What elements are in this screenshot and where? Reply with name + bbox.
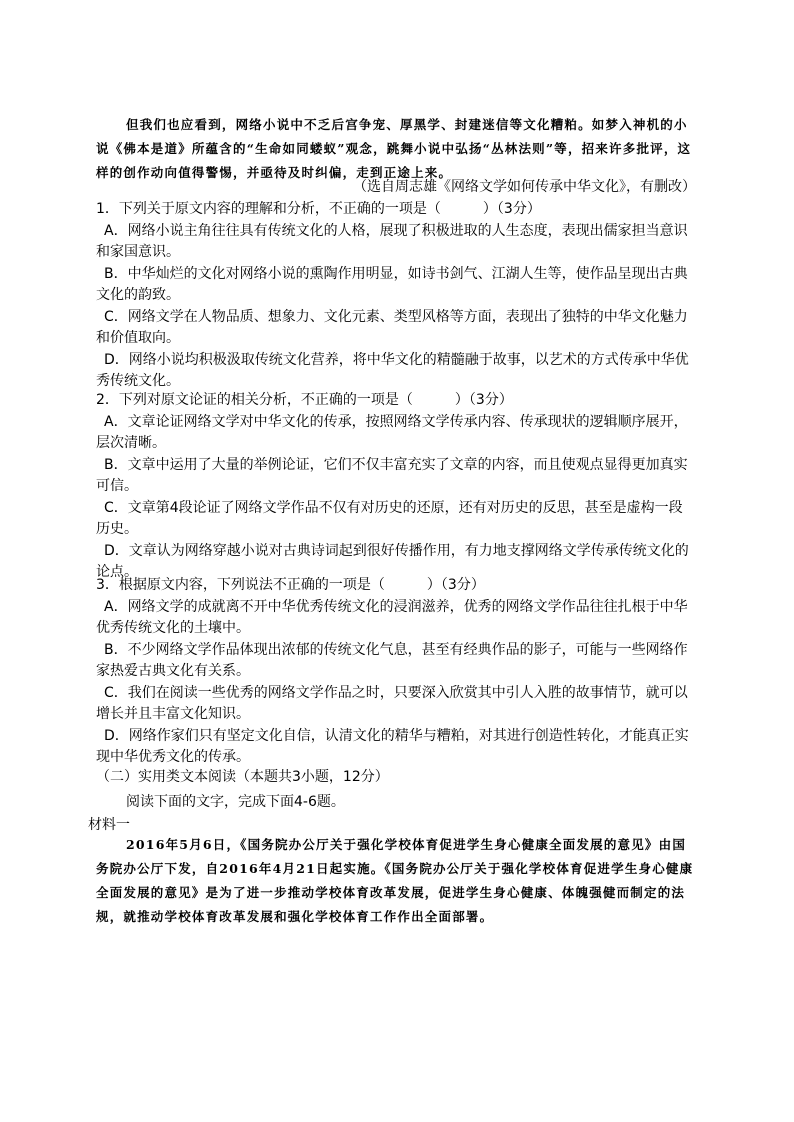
material-one-paragraph: 2016年5月6日，《国务院办公厅关于强化学校体育促进学生身心健康全面发展的意见》由国务院办公厅下发，自2016年4月21日起实施。《国务院办公厅关于强化学校体育促进学生身心健康全面发展的意见》是为了进一步推动学校体育改革发展，促进学生身心健康、体魄强健而制定的法规，就推动学校体育改革发展和强化学校体育工作作出全面部署。	[96, 837, 694, 924]
question-2	[96, 390, 696, 584]
reading-instruction: 阅读下面的文字，完成下面4-6题。	[126, 794, 345, 810]
passage-closing-paragraph: 但我们也应看到，网络小说中不乏后宫争宠、厚黑学、封建迷信等文化糟粕。如梦入神机的小说《佛本是道》所蕴含的“生命如同蝼蚁”观念，跳舞小说中弘扬“丛林法则”等，招来许多批评，这样的创作动向值得警惕，并亟待及时纠偏，走到正途上来。	[96, 117, 692, 180]
question-2-stem: 2．下列对原文论证的相关分析，不正确的一项是（ ）（3分）	[96, 392, 513, 408]
question-3	[96, 575, 696, 769]
question-1-option-d: D．网络小说均积极汲取传统文化营养，将中华文化的精髓融于故事，以艺术的方式传承中华优秀传统文化。	[96, 351, 689, 389]
section-title: （二）实用类文本阅读（本题共3小题，12分）	[96, 769, 389, 785]
question-1-stem: 1．下列关于原文内容的理解和分析，不正确的一项是（ ）（3分）	[96, 201, 541, 217]
question-2-option-b: B．文章中运用了大量的举例论证，它们不仅丰富充实了文章的内容，而且使观点显得更加真实可信。	[96, 456, 688, 494]
question-1-option-a: A．网络小说主角往往具有传统文化的人格，展现了积极进取的人生态度，表现出儒家担当意识和家国意识。	[96, 222, 688, 260]
material-label: 材料一	[88, 817, 130, 833]
question-1-option-b: B．中华灿烂的文化对网络小说的熏陶作用明显，如诗书剑气、江湖人生等，使作品呈现出古典文化的韵致。	[96, 265, 688, 303]
question-2-option-a: A．文章论证网络文学对中华文化的传承，按照网络文学传承内容、传承现状的逻辑顺序展开，层次清晰。	[96, 413, 688, 451]
source-citation: （选自周志雄《网络文学如何传承中华文化》，有删改）	[353, 179, 696, 195]
question-1	[96, 199, 696, 393]
question-2-option-d: D．文章认为网络穿越小说对古典诗词起到很好传播作用，有力地支撑网络文学传承传统文化的论点。	[96, 542, 689, 580]
question-3-option-c: C．我们在阅读一些优秀的网络文学作品之时，只要深入欣赏其中引人入胜的故事情节，就可以增长并且丰富文化知识。	[96, 684, 688, 722]
question-1-option-c: C．网络文学在人物品质、想象力、文化元素、类型风格等方面，表现出了独特的中华文化魅力和价值取向。	[96, 308, 688, 346]
question-3-option-d: D．网络作家们只有坚定文化自信，认清文化的精华与糟粕，对其进行创造性转化，才能真正实现中华优秀文化的传承。	[96, 727, 689, 765]
question-2-option-c: C．文章第4段论证了网络文学作品不仅有对历史的还原，还有对历史的反思，甚至是虚构一段历史。	[96, 499, 683, 537]
question-3-option-a: A．网络文学的成就离不开中华优秀传统文化的浸润滋养，优秀的网络文学作品往往扎根于中华优秀传统文化的土壤中。	[96, 598, 688, 636]
question-3-stem: 3．根据原文内容，下列说法不正确的一项是（ ）（3分）	[96, 577, 485, 593]
question-3-option-b: B．不少网络文学作品体现出浓郁的传统文化气息，甚至有经典作品的影子，可能与一些网络作家热爱古典文化有关系。	[96, 641, 688, 679]
